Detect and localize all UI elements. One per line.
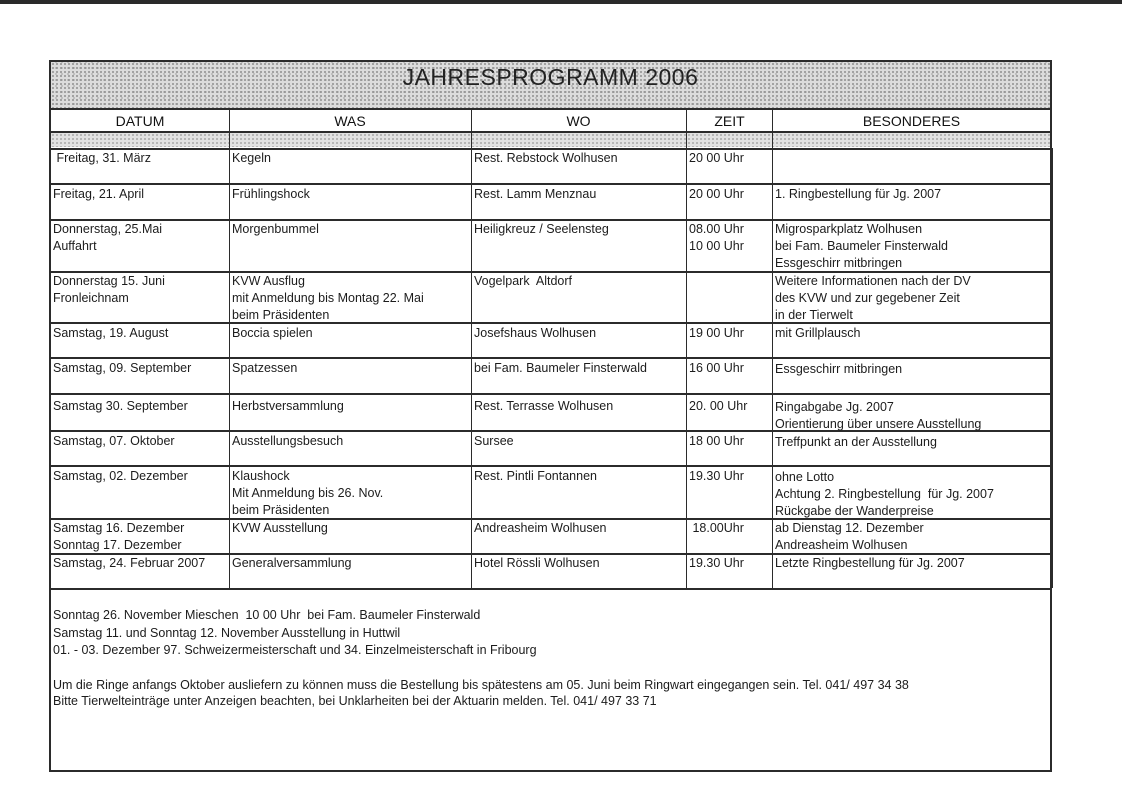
column-header-besonderes: BESONDERES (862, 113, 961, 129)
row-rule (51, 393, 1052, 395)
cell-datum: Donnerstag, 25.Mai Auffahrt (53, 222, 163, 253)
column-header-wo: WO (566, 113, 591, 129)
cell-besonderes: mit Grillplausch (775, 326, 861, 340)
shaded-band (51, 133, 1050, 147)
cell-zeit: 08.00 Uhr 10 00 Uhr (689, 222, 744, 253)
cell-zeit: 20 00 Uhr (689, 187, 744, 201)
cell-was: KVW Ausstellung (232, 521, 328, 535)
cell-wo: bei Fam. Baumeler Finsterwald (474, 361, 647, 375)
footer-note: 01. - 03. Dezember 97. Schweizermeisterschaft und 34. Einzelmeisterschaft in Fribourg (53, 643, 537, 657)
cell-datum: Samstag 30. September (53, 399, 188, 413)
cell-was: Generalversammlung (232, 556, 352, 570)
column-divider (686, 108, 687, 588)
cell-datum: Samstag, 02. Dezember (53, 469, 188, 483)
row-rule (51, 183, 1052, 185)
cell-wo: Josefshaus Wolhusen (474, 326, 597, 340)
column-header-zeit: ZEIT (714, 113, 745, 129)
footer-note: Bitte Tierwelteinträge unter Anzeigen beachten, bei Unklarheiten bei der Aktuarin melden. Tel. 041/ 497 33 71 (53, 694, 657, 708)
cell-wo: Rest. Lamm Menznau (474, 187, 597, 201)
footer-note: Um die Ringe anfangs Oktober ausliefern zu können muss die Bestellung bis spätestens am 05. Juni beim Ringwart eingegangen sein. Tel. 041/ 497 34 38 (53, 678, 909, 692)
cell-was: Morgenbummel (232, 222, 319, 236)
cell-datum: Freitag, 21. April (53, 187, 145, 201)
cell-was: Frühlingshock (232, 187, 310, 201)
cell-was: Spatzessen (232, 361, 298, 375)
cell-besonderes: Migrosparkplatz Wolhusen bei Fam. Baumeler Finsterwald Essgeschirr mitbringen (775, 222, 948, 270)
cell-zeit: 19 00 Uhr (689, 326, 744, 340)
cell-datum: Samstag, 09. September (53, 361, 192, 375)
cell-wo: Hotel Rössli Wolhusen (474, 556, 600, 570)
column-header-was: WAS (334, 113, 366, 129)
cell-wo: Heiligkreuz / Seelensteg (474, 222, 609, 236)
row-rule (51, 465, 1052, 467)
cell-wo: Rest. Rebstock Wolhusen (474, 151, 618, 165)
cell-datum: Samstag, 07. Oktober (53, 434, 175, 448)
cell-datum: Samstag, 19. August (53, 326, 169, 340)
cell-datum: Samstag 16. Dezember Sonntag 17. Dezember (53, 521, 185, 552)
cell-besonderes: ohne Lotto Achtung 2. Ringbestellung für Jg. 2007 Rückgabe der Wanderpreise (775, 470, 994, 518)
cell-was: Kegeln (232, 151, 271, 165)
cell-datum: Donnerstag 15. Juni Fronleichnam (53, 274, 165, 305)
footer-note: Samstag 11. und Sonntag 12. November Ausstellung in Huttwil (53, 626, 401, 640)
column-divider (1052, 148, 1053, 588)
cell-wo: Vogelpark Altdorf (474, 274, 572, 288)
cell-zeit: 19.30 Uhr (689, 556, 744, 570)
footer-note: Sonntag 26. November Mieschen 10 00 Uhr bei Fam. Baumeler Finsterwald (53, 608, 481, 622)
cell-besonderes: ab Dienstag 12. Dezember Andreasheim Wolhusen (775, 521, 924, 552)
cell-zeit: 18 00 Uhr (689, 434, 744, 448)
cell-zeit: 19.30 Uhr (689, 469, 744, 483)
cell-besonderes: 1. Ringbestellung für Jg. 2007 (775, 187, 942, 201)
cell-besonderes: Weitere Informationen nach der DV des KVW und zur gegebener Zeit in der Tierwelt (775, 274, 971, 322)
cell-wo: Rest. Terrasse Wolhusen (474, 399, 614, 413)
column-header-datum: DATUM (115, 113, 165, 129)
cell-besonderes: Essgeschirr mitbringen (775, 362, 903, 376)
cell-wo: Rest. Pintli Fontannen (474, 469, 597, 483)
cell-zeit: 18.00Uhr (689, 521, 744, 535)
column-divider (229, 108, 230, 588)
cell-besonderes: Letzte Ringbestellung für Jg. 2007 (775, 556, 965, 570)
cell-zeit: 20 00 Uhr (689, 151, 744, 165)
cell-besonderes: Treffpunkt an der Ausstellung (775, 435, 937, 449)
cell-zeit: 20. 00 Uhr (689, 399, 748, 413)
cell-was: Boccia spielen (232, 326, 313, 340)
cell-wo: Sursee (474, 434, 514, 448)
table-bottom-rule (51, 588, 1050, 590)
cell-was: Klaushock Mit Anmeldung bis 26. Nov. beim Präsidenten (232, 469, 384, 517)
cell-was: KVW Ausflug mit Anmeldung bis Montag 22. Mai beim Präsidenten (232, 274, 424, 322)
row-rule (51, 357, 1052, 359)
column-divider (471, 108, 472, 588)
cell-zeit: 16 00 Uhr (689, 361, 744, 375)
cell-wo: Andreasheim Wolhusen (474, 521, 607, 535)
cell-datum: Freitag, 31. März (53, 151, 151, 165)
column-divider (772, 108, 773, 588)
cell-besonderes: Ringabgabe Jg. 2007 Orientierung über unsere Ausstellung (775, 400, 982, 431)
scan-top-edge (0, 0, 1122, 4)
page-title: JAHRESPROGRAMM 2006 (402, 64, 699, 90)
cell-was: Ausstellungsbesuch (232, 434, 344, 448)
cell-was: Herbstversammlung (232, 399, 344, 413)
cell-datum: Samstag, 24. Februar 2007 (53, 556, 206, 570)
